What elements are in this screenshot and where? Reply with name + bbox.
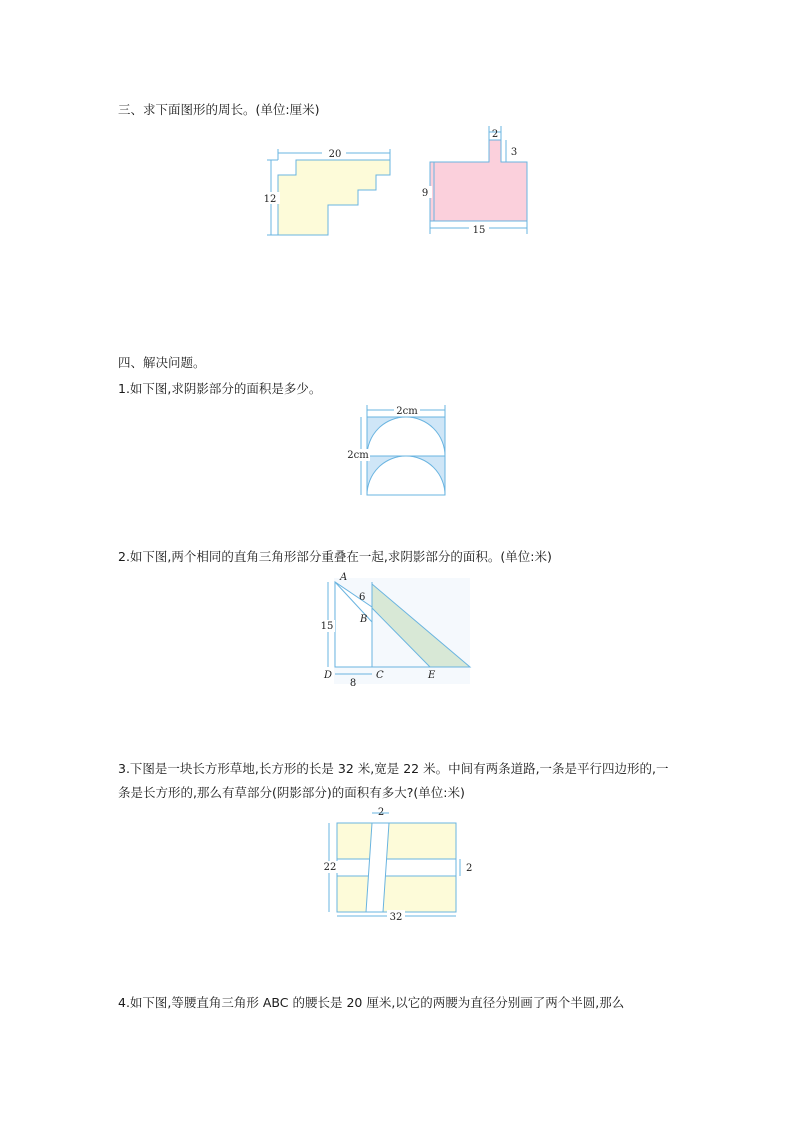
q1-figure	[340, 400, 460, 500]
q1-width-label: 2cm	[396, 406, 418, 417]
q2-figure	[318, 570, 478, 688]
tab-rect-height-label: 9	[421, 188, 429, 199]
q3-height-label: 22	[323, 862, 337, 873]
staircase-height-label: 12	[263, 194, 277, 205]
q2-label-a: A	[340, 572, 348, 583]
tab-width-label: 2	[491, 129, 499, 140]
q3-road-width-top: 2	[377, 807, 385, 818]
tab-height-label: 3	[510, 147, 518, 158]
q2-label-b: B	[360, 614, 368, 625]
staircase-shape	[278, 160, 390, 235]
q1-height-label: 2cm	[347, 450, 369, 461]
tab-rect-width-label: 15	[472, 225, 486, 236]
staircase-width-label: 20	[328, 149, 342, 160]
section4-heading: 四、解决问题。	[118, 355, 206, 370]
q3-figure	[320, 804, 480, 924]
q2-len-ad: 15	[320, 621, 334, 632]
q3-road-width-right: 2	[466, 863, 473, 874]
q2-label-c: C	[376, 670, 384, 681]
q2-len-dc: 8	[349, 678, 357, 689]
tab-rectangle-figure	[415, 124, 540, 239]
q4-text: 4.如下图,等腰直角三角形 ABC 的腰长是 20 厘米,以它的两腰为直径分别画了两个半圆,那么	[118, 995, 625, 1010]
q3-horizontal-road	[337, 859, 456, 876]
section3-heading: 三、求下面图形的周长。(单位:厘米)	[118, 102, 320, 117]
q3-width-label: 32	[389, 912, 403, 923]
q3-text: 3.下图是一块长方形草地,长方形的长是 32 米,宽是 22 米。中间有两条道路,一条是平行四边形的,一条是长方形的,那么有草部分(阴影部分)的面积有多大?(单位:米)	[118, 761, 669, 800]
q2-len-ab: 6	[359, 592, 366, 603]
q1-text: 1.如下图,求阴影部分的面积是多少。	[118, 381, 322, 396]
q2-label-e: E	[428, 670, 436, 681]
staircase-figure	[258, 148, 398, 243]
q2-label-d: D	[324, 670, 333, 681]
q2-text: 2.如下图,两个相同的直角三角形部分重叠在一起,求阴影部分的面积。(单位:米)	[118, 549, 552, 564]
